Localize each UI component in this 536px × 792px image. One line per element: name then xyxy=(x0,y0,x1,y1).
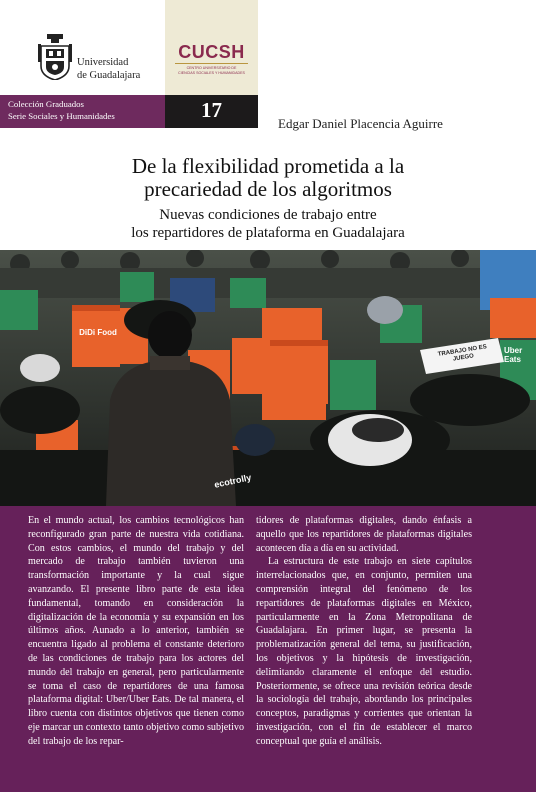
blurb-paragraph-1: En el mundo actual, los cambios tecnológicos han reconfigurado gran parte de nuestra vida cotidiana. Con estos cambios, el mundo del trabajo y del mercado de trabajo también tuvieron una transformación importante y la cual sigue avanzando. El presente libro parte de esta idea fundamental, tomando en consideración la digitalización de la economía y su expansión en los últimos años. Aunado a lo anterior, también se encuentra ligado al problema el constante deterioro de las condiciones de trabajo para los actores del mundo del trabajo en general, pero particularmente se toma el caso de repartidores de una famosa plataforma digital: Uber/Uber Eats. De tal manera, el libro cuenta con distintos objetivos que tienen como eje marcar un contexto tanto objetivo como subjetivo del trabajo de los repar- xyxy=(28,515,244,747)
blurb-paragraph-2: tidores de plataformas digitales, dando énfasis a aquello que los repartidores de plataformas digitales acontecen día a día en su actividad. xyxy=(256,515,472,554)
blurb-paragraph-3: La estructura de este trabajo en siete capítulos interrelacionados que, en conjunto, permiten una comprensión integral del fenómeno de los repartidores de plataformas digitales en México, particularmente en la Zona Metropolitana de Guadalajara. En primer lugar, se presenta la problematización general del tema, su justificación, los objetivos y la hipótesis de investigación, delimitando claramente el enfoque del estudio. Posteriormente, se ofrece una revisión teórica desde la sociología del trabajo, abordando los principales conceptos, paradigmas y corrientes que orientan la investigación, con el fin de establecer el marco conceptual que guía el análisis. xyxy=(256,556,472,747)
cucsh-subtitle xyxy=(169,66,254,75)
university-line-2: de Guadalajara xyxy=(77,70,141,81)
book-subtitle-line-2: los repartidores de plataforma en Guadalajara xyxy=(131,225,405,241)
cover-photo-delivery-riders xyxy=(0,250,536,506)
series-label xyxy=(8,99,115,122)
cucsh-title: CUCSH xyxy=(178,42,245,62)
university-line-1: Universidad xyxy=(77,57,129,68)
volume-number: 17 xyxy=(201,98,222,122)
blurb-column-left xyxy=(28,514,244,749)
book-subtitle xyxy=(0,206,536,242)
bag-label-didi: DiDi Food xyxy=(79,328,117,337)
book-subtitle-line-1: Nuevas condiciones de trabajo entre xyxy=(159,207,377,223)
series-bar xyxy=(0,95,258,128)
book-title xyxy=(0,155,536,201)
author-name: Edgar Daniel Placencia Aguirre xyxy=(278,116,443,131)
series-line-1: Colección Graduados xyxy=(8,99,84,109)
series-line-2: Serie Sociales y Humanidades xyxy=(8,110,115,121)
book-title-line-2: precariedad de los algoritmos xyxy=(144,177,392,201)
university-name xyxy=(77,56,140,82)
cucsh-sub-1: CENTRO UNIVERSITARIO DE xyxy=(186,66,237,70)
blurb-panel xyxy=(0,506,536,792)
udg-crest-logo xyxy=(38,34,72,80)
cucsh-logo xyxy=(165,0,258,95)
blurb-column-right xyxy=(256,514,472,749)
cucsh-divider xyxy=(175,63,248,64)
protest-sign: TRABAJO NO ES JUEGO xyxy=(437,344,488,363)
bag-label-ecotrolly: ecotrolly xyxy=(213,472,253,490)
cover-photo-illustration xyxy=(0,250,536,506)
volume-number-box xyxy=(165,95,258,128)
book-title-line-1: De la flexibilidad prometida a la xyxy=(131,154,405,178)
cucsh-sub-2: CIENCIAS SOCIALES Y HUMANIDADES xyxy=(178,70,245,75)
bag-label-uber: Uber Eats xyxy=(504,346,523,364)
